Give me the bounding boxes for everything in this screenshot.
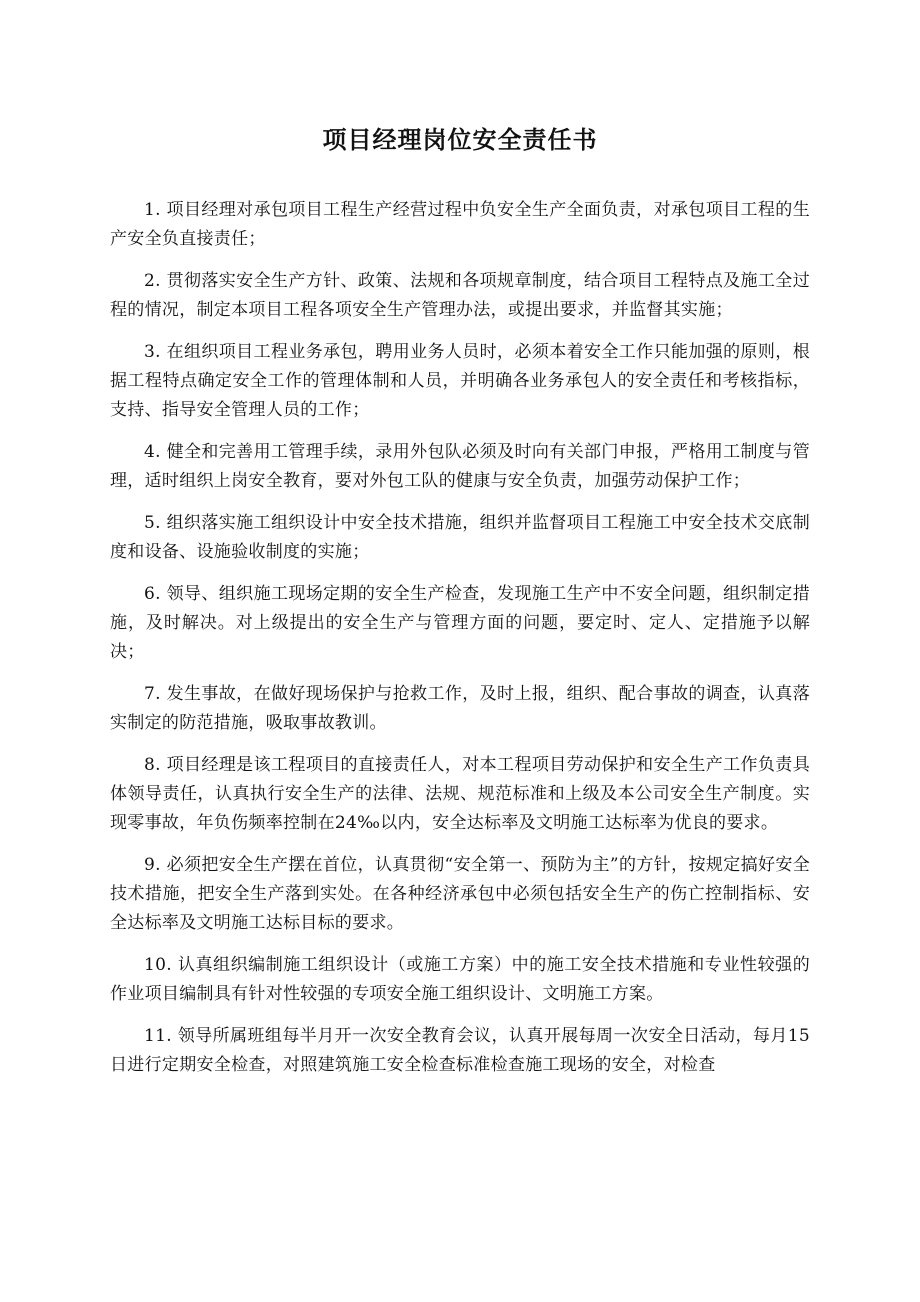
page-title: 项目经理岗位安全责任书	[322, 126, 598, 154]
document-body	[110, 196, 810, 1093]
paragraph-11: 11. 领导所属班组每半月开一次安全教育会议，认真开展每周一次安全日活动，每月15日进行定期安全检查，对照建筑施工安全检查标准检查施工现场的安全，对检查	[110, 1026, 810, 1075]
paragraph-9: 9. 必须把安全生产摆在首位，认真贯彻“安全第一、预防为主”的方针，按规定搞好安全技术措施，把安全生产落到实处。在各种经济承包中必须包括安全生产的伤亡控制指标、安全达标率及文明施工达标目标的要求。	[110, 855, 810, 933]
paragraph-7: 7. 发生事故，在做好现场保护与抢救工作，及时上报，组织、配合事故的调查，认真落实制定的防范措施，吸取事故教训。	[110, 684, 810, 733]
paragraph-10: 10. 认真组织编制施工组织设计（或施工方案）中的施工安全技术措施和专业性较强的作业项目编制具有针对性较强的专项安全施工组织设计、文明施工方案。	[110, 955, 810, 1004]
paragraph-1: 1. 项目经理对承包项目工程生产经营过程中负安全生产全面负责，对承包项目工程的生产安全负直接责任；	[110, 200, 810, 249]
paragraph-6: 6. 领导、组织施工现场定期的安全生产检查，发现施工生产中不安全问题，组织制定措施，及时解决。对上级提出的安全生产与管理方面的问题，要定时、定人、定措施予以解决；	[110, 584, 810, 662]
paragraph-4: 4. 健全和完善用工管理手续，录用外包队必须及时向有关部门申报，严格用工制度与管理，适时组织上岗安全教育，要对外包工队的健康与安全负责，加强劳动保护工作；	[110, 442, 810, 491]
paragraph-8: 8. 项目经理是该工程项目的直接责任人，对本工程项目劳动保护和安全生产工作负责具体领导责任，认真执行安全生产的法律、法规、规范标准和上级及本公司安全生产制度。实现零事故，年负伤频率控制在24‰以内，安全达标率及文明施工达标率为优良的要求。	[110, 755, 810, 833]
paragraph-2: 2. 贯彻落实安全生产方针、政策、法规和各项规章制度，结合项目工程特点及施工全过程的情况，制定本项目工程各项安全生产管理办法，或提出要求，并监督其实施；	[110, 271, 810, 320]
paragraph-5: 5. 组织落实施工组织设计中安全技术措施，组织并监督项目工程施工中安全技术交底制度和设备、设施验收制度的实施；	[110, 513, 810, 562]
paragraph-3: 3. 在组织项目工程业务承包，聘用业务人员时，必须本着安全工作只能加强的原则，根据工程特点确定安全工作的管理体制和人员，并明确各业务承包人的安全责任和考核指标，支持、指导安全管理人员的工作；	[110, 342, 810, 420]
